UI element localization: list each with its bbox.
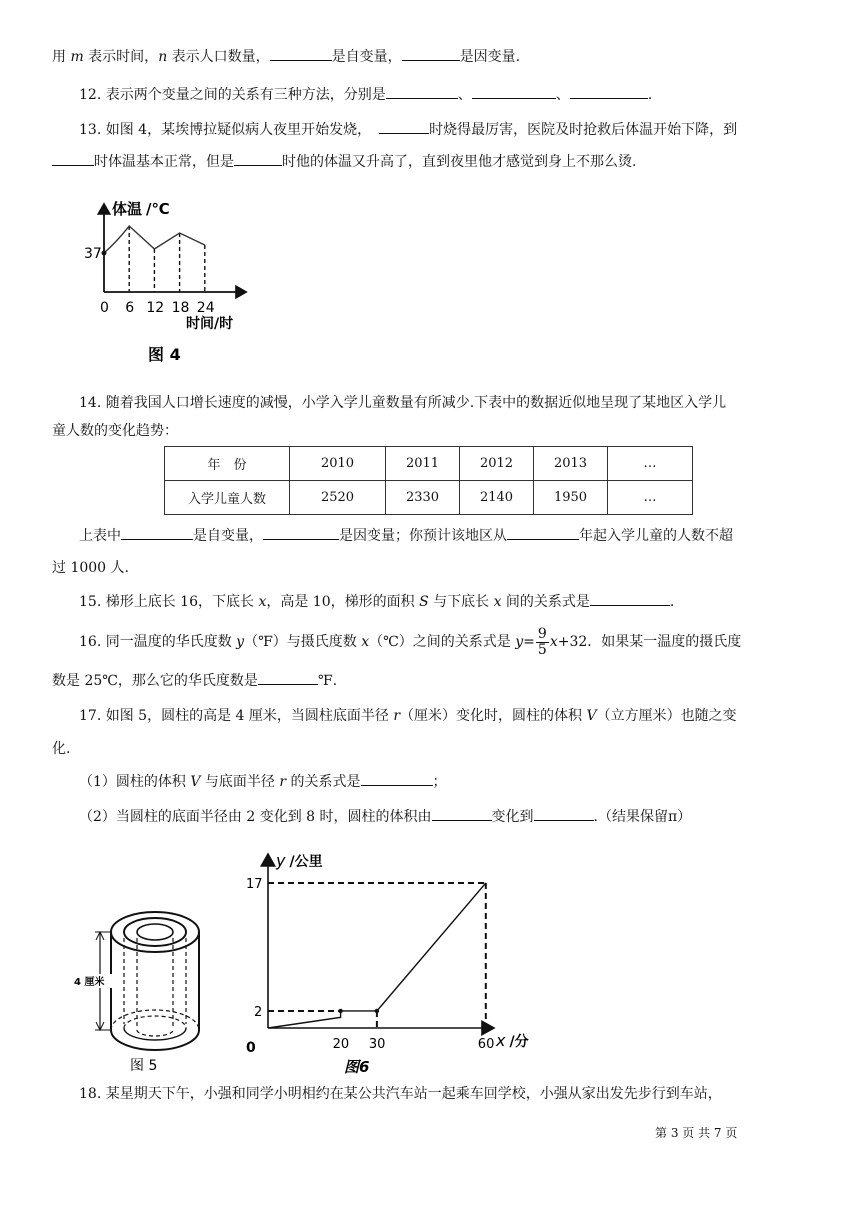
data-point: [338, 1009, 342, 1013]
question-16-line-1: 16. 同一温度的华氏度数 y（℉）与摄氏度数 x（℃）之间的关系式是 y= $\frac{9}{5}$ x+32．如果某一温度的摄氏度: [79, 625, 742, 658]
x-axis-label: 时间/时: [186, 316, 234, 332]
x-tick-label: 12: [146, 300, 165, 316]
x-tick-label: 6: [125, 300, 135, 316]
x-tick-label: 30: [368, 1037, 386, 1052]
question-17-part-1: （1）圆柱的体积 V 与底面半径 r 的关系式是 ；: [79, 771, 447, 792]
table-cell: 2013: [534, 447, 608, 481]
distance-line: [268, 883, 486, 1028]
figure-caption: 图 4: [148, 345, 181, 364]
answer-blank[interactable]: [590, 591, 670, 606]
table-header-cell: 入学儿童人数: [165, 481, 290, 515]
answer-blank[interactable]: [432, 806, 492, 821]
enrollment-table: [164, 446, 693, 515]
x-axis-label: x /分: [496, 1031, 529, 1050]
question-12: 12. 表示两个变量之间的关系有三种方法，分别是 、 、 .: [79, 84, 652, 105]
answer-blank[interactable]: [234, 151, 282, 166]
question-14-line-2: 童人数的变化趋势：: [52, 423, 178, 439]
x-tick-label: 18: [171, 300, 190, 316]
figure-caption: 图 5: [130, 1058, 158, 1074]
question-14-line-1: 14. 随着我国人口增长速度的减慢，小学入学儿童数量有所减少.下表中的数据近似地呈现了某地区入学儿: [79, 395, 727, 411]
answer-blank[interactable]: [570, 84, 648, 99]
answer-blank[interactable]: [386, 84, 458, 99]
table-cell: 2010: [290, 447, 386, 481]
answer-blank[interactable]: [258, 670, 318, 685]
question-13-line-2: 时体温基本正常，但是 时他的体温又升高了，直到夜里他才感觉到身上不那么烫.: [52, 151, 636, 172]
table-cell: 2011: [386, 447, 460, 481]
question-13-line-1: 13. 如图 4，某埃博拉疑似病人夜里开始发烧， 时烧得最厉害，医院及时抢救后体温开始下降，到: [79, 119, 737, 140]
x-tick-label: 20: [332, 1037, 350, 1052]
x-tick-labels: [333, 1037, 495, 1052]
question-17-part-2: （2）当圆柱的底面半径由 2 变化到 8 时，圆柱的体积由 变化到 .（结果保留π）: [79, 806, 691, 827]
table-row: [165, 447, 693, 481]
table-cell: 2140: [460, 481, 534, 515]
y-axis-label: y /公里: [276, 851, 323, 870]
figure-caption: 图6: [344, 1058, 370, 1076]
x-tick-labels: [100, 300, 215, 316]
figure-5-cylinder: [70, 904, 220, 1074]
temperature-curve: [104, 226, 205, 253]
question-15: 15. 梯形上底长 16，下底长 x，高是 10，梯形的面积 S 与下底长 x 间的关系式是 .: [79, 591, 674, 612]
table-cell: 2012: [460, 447, 534, 481]
answer-blank[interactable]: [534, 806, 594, 821]
answer-blank[interactable]: [270, 46, 332, 61]
y-tick-label: 2: [254, 1004, 263, 1020]
fraction-nine-fifths: $\frac{9}{5}$: [537, 625, 547, 658]
table-cell: 2520: [290, 481, 386, 515]
table-cell: 1950: [534, 481, 608, 515]
x-tick-label: 0: [100, 300, 109, 316]
answer-blank[interactable]: [52, 151, 94, 166]
page-footer: 第 3 页 共 7 页: [655, 1126, 738, 1140]
table-header-cell: 年 份: [165, 447, 290, 481]
y-tick-labels: [246, 877, 263, 1020]
dashed-guides: [268, 883, 486, 1028]
answer-blank[interactable]: [507, 525, 579, 540]
question-16-line-2: 数是 25℃，那么它的华氏度数是 ℉.: [52, 670, 337, 691]
table-row: [165, 481, 693, 515]
x-tick-label: 24: [196, 300, 215, 316]
x-tick-label: 60: [477, 1037, 495, 1052]
answer-blank[interactable]: [472, 84, 556, 99]
figure-4-temperature-graph: [78, 192, 268, 367]
answer-blank[interactable]: [402, 46, 460, 61]
y-axis-label: 体温 /℃: [112, 200, 170, 218]
question-14-line-4: 过 1000 人.: [52, 560, 129, 576]
figure-6-distance-time-graph: [244, 846, 544, 1078]
answer-blank[interactable]: [121, 525, 193, 540]
origin-label: 0: [246, 1040, 256, 1056]
table-cell: …: [608, 447, 693, 481]
question-17-line-2: 化.: [52, 741, 71, 757]
line-1: 用 m 表示时间，n 表示人口数量， 是自变量， 是因变量.: [52, 46, 520, 67]
question-17-line-1: 17. 如图 5，圆柱的高是 4 厘米，当圆柱底面半径 r（厘米）变化时，圆柱的体积 V（立方厘米）也随之变: [79, 708, 737, 724]
y-tick-37: 37: [84, 246, 102, 262]
question-14-line-3: 上表中 是自变量， 是因变量；你预计该地区从 年起入学儿童的人数不超: [79, 525, 733, 546]
start-point: [102, 251, 107, 256]
answer-blank[interactable]: [379, 119, 429, 134]
data-point: [375, 1009, 379, 1013]
answer-blank[interactable]: [263, 525, 339, 540]
y-tick-label: 17: [246, 876, 263, 892]
answer-blank[interactable]: [361, 771, 433, 786]
height-label: 4 厘米: [74, 977, 105, 988]
table-cell: …: [608, 481, 693, 515]
question-18: 18. 某星期天下午，小强和同学小明相约在某公共汽车站一起乘车回学校，小强从家出发先步行到车站，: [79, 1086, 722, 1102]
table-cell: 2330: [386, 481, 460, 515]
